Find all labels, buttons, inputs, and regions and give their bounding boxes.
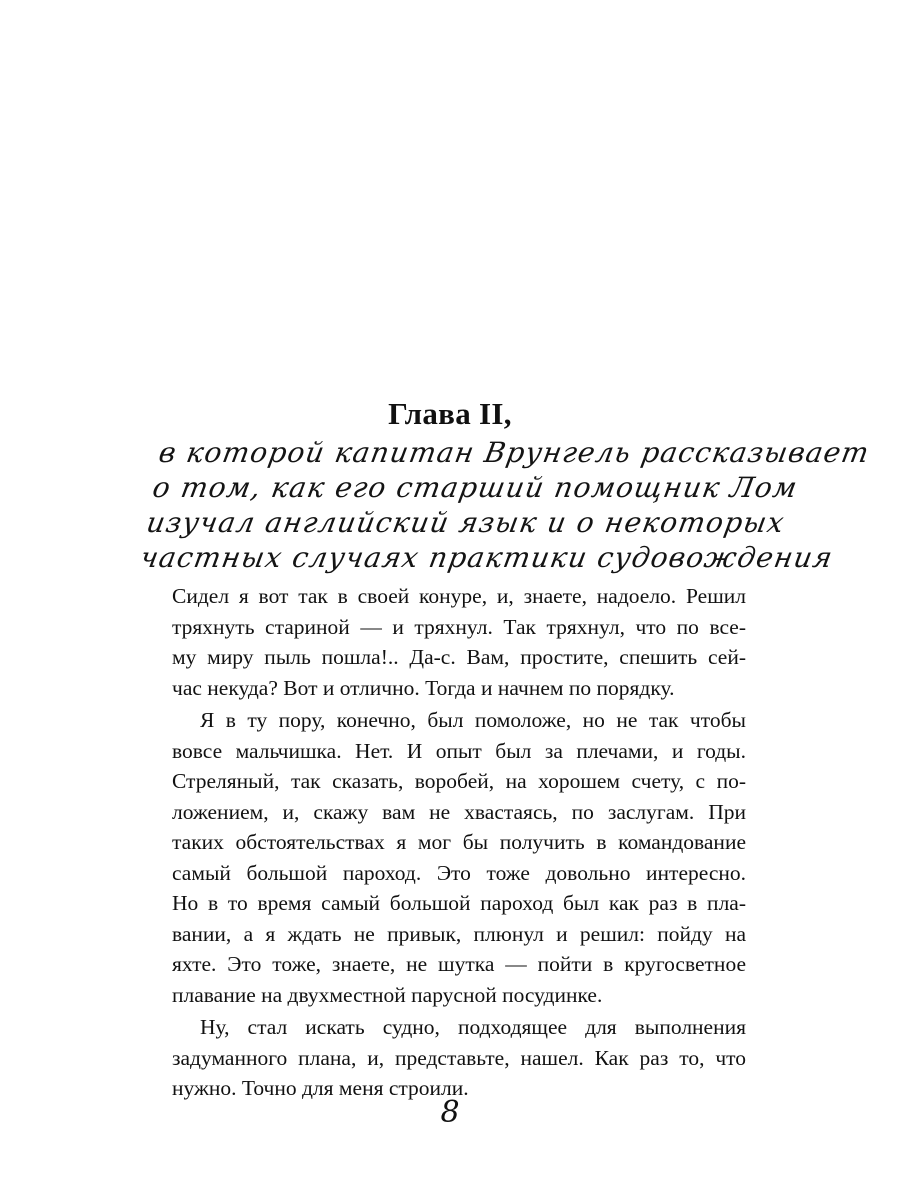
text-line: нужно. Точно для меня строили. (172, 1076, 469, 1100)
text-line: таких обстоятельствах я мог бы получить в командование (172, 830, 746, 854)
text-line: вовсе мальчишка. Нет. И опыт был за плечами, и годы. (172, 738, 746, 763)
text-line: Сидел я вот так в своей конуре, и, знаете, надоело. Решил (172, 584, 746, 608)
text-line: яхте. Это тоже, знаете, не шутка — пойти в кругосветное (172, 952, 746, 976)
text-line: Стреляный, так сказать, воробей, на хорошем счету, с по- (172, 769, 746, 793)
paragraph-3 (172, 1012, 746, 1104)
text-line: час некуда? Вот и отлично. Тогда и начнем по порядку. (172, 675, 675, 700)
subtitle-line: о том, как его старший помощник Лом (150, 471, 801, 504)
text-line: самый большой пароход. Это тоже довольно интересно. (172, 860, 746, 885)
text-line: ложением, и, скажу вам не хвастаясь, по заслугам. При (172, 799, 746, 824)
paragraph-2 (172, 705, 746, 1010)
subtitle-line: в которой капитан Врунгель рассказывает (156, 436, 873, 469)
chapter-title: Глава II, (388, 396, 512, 431)
text-line: му миру пыль пошла!.. Да-с. Вам, простите, спешить сей- (172, 645, 746, 669)
paragraph-1 (172, 581, 746, 703)
subtitle-line: изучал английский язык и о некоторых (144, 506, 788, 539)
text-line: вании, а я ждать не привык, плюнул и решил: пойду на (172, 921, 746, 946)
text-line: плавание на двухместной парусной посудинке. (172, 982, 603, 1007)
subtitle-line: частных случаях практики судовождения (137, 541, 836, 574)
page-number: 8 (440, 1095, 460, 1130)
text-line: Но в то время самый большой пароход был как раз в пла- (172, 891, 746, 915)
text-line: задуманного плана, и, представьте, нашел. Как раз то, что (172, 1045, 746, 1070)
text-line: Я в ту пору, конечно, был помоложе, но не так чтобы (200, 708, 746, 732)
text-line: Ну, стал искать судно, подходящее для выполнения (200, 1015, 746, 1039)
chapter-subtitle (137, 435, 873, 575)
body-text (172, 581, 746, 1106)
text-line: тряхнуть стариной — и тряхнул. Так тряхнул, что по все- (172, 614, 746, 639)
